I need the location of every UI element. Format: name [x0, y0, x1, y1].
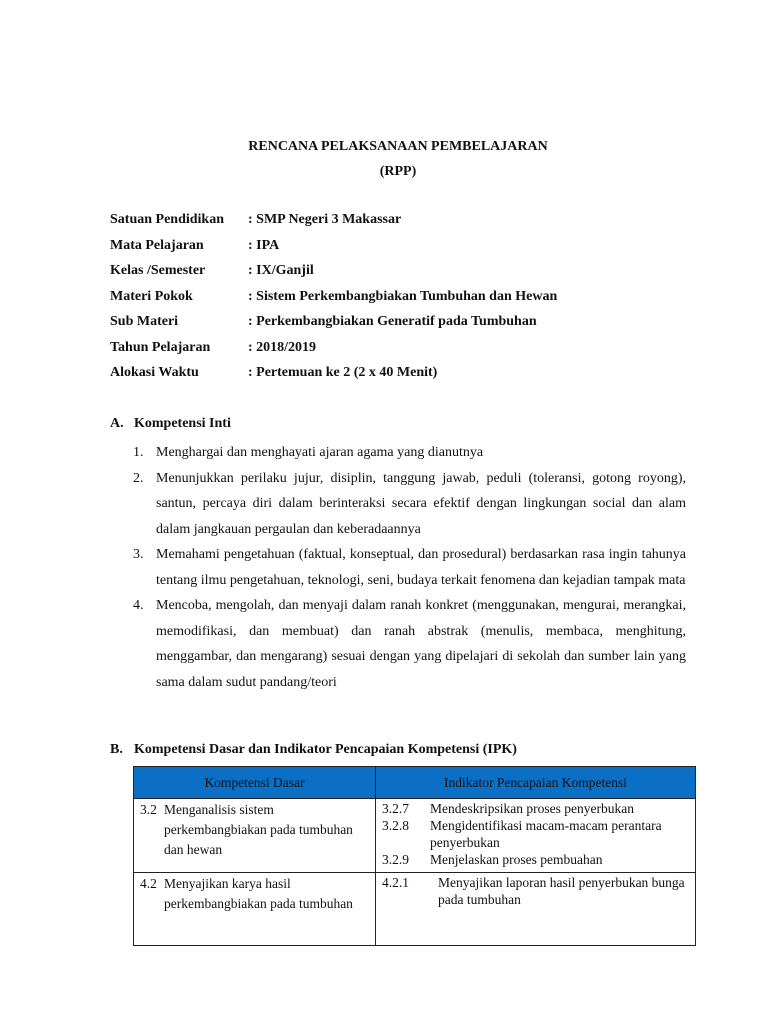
kd-text: Menganalisis sistem perkembangbiakan pada tumbuhan dan hewan: [164, 802, 353, 857]
table-row: [134, 873, 696, 946]
document-subtitle: (RPP): [379, 164, 417, 179]
section-a-heading: [110, 416, 231, 432]
ipk-text: Menyajikan laporan hasil penyerbukan bunga pada tumbuhan: [438, 875, 685, 907]
table-header-kd: Kompetensi Dasar: [134, 767, 376, 799]
ipk-cell: [376, 873, 696, 946]
kd-ipk-table: [133, 766, 696, 946]
identity-label: Sub Materi: [110, 314, 179, 329]
list-text: Mencoba, mengolah, dan menyaji dalam ranah konkret (menggunakan, mengurai, merangkai, memodifikasi, dan membuat) dan ranah abstrak (menulis, membaca, menghitung, menggambar, dan mengarang) sesuai dengan yang dipelajari di sekolah dan sumber lain yang sama dalam sudut pandang/teori: [156, 598, 686, 690]
document-title: RENCANA PELAKSANAAN PEMBELAJARAN: [248, 139, 548, 154]
ipk-text: Mengidentifikasi macam-macam perantara penyerbukan: [430, 818, 662, 850]
identity-label: Satuan Pendidikan: [110, 212, 224, 227]
identity-value: : 2018/2019: [248, 339, 317, 355]
section-letter: B.: [110, 742, 123, 757]
identity-row-subject: [110, 238, 730, 264]
identity-label: Kelas /Semester: [110, 263, 206, 278]
identity-value: : Sistem Perkembangbiakan Tumbuhan dan Hewan: [248, 288, 558, 304]
kd-text: Menyajikan karya hasil perkembangbiakan pada tumbuhan: [164, 876, 353, 911]
identity-label: Tahun Pelajaran: [110, 339, 211, 355]
ipk-code: 4.2.1: [382, 875, 409, 890]
kd-cell: [134, 799, 376, 873]
list-number: 3.: [133, 547, 144, 562]
identity-label: Mata Pelajaran: [110, 237, 204, 253]
identity-row-subtopic: [110, 314, 730, 340]
ipk-cell: [376, 799, 696, 873]
ipk-text: Menjelaskan proses pembuahan: [430, 852, 603, 867]
kd-cell: [134, 873, 376, 946]
identity-row-school: [110, 212, 730, 238]
identity-value: : Pertemuan ke 2 (2 x 40 Menit): [248, 365, 438, 380]
table-row: [134, 799, 696, 873]
table-header-ipk: Indikator Pencapaian Kompetensi: [376, 767, 696, 799]
section-letter: A.: [110, 416, 124, 431]
list-number: 2.: [133, 470, 144, 486]
list-item: [133, 593, 686, 695]
list-item: [133, 542, 686, 593]
list-text: Memahami pengetahuan (faktual, konseptual, dan prosedural) berdasarkan rasa ingin tahunya tentang ilmu pengetahuan, teknologi, seni, budaya terkait fenomena dan kejadian tampak mata: [156, 547, 686, 588]
ipk-code: 3.2.7: [382, 801, 409, 816]
identity-value: : IPA: [248, 237, 280, 253]
list-number: 4.: [133, 598, 144, 613]
kompetensi-inti-list: [133, 440, 686, 695]
ipk-item: [382, 800, 689, 817]
identity-row-time: [110, 365, 730, 391]
identity-row-year: [110, 340, 730, 366]
ipk-code: 3.2.9: [382, 852, 409, 867]
section-title: Kompetensi Inti: [134, 416, 231, 431]
list-item: [133, 466, 686, 543]
table-header-row: [134, 767, 696, 799]
section-b-heading: [110, 742, 517, 758]
ipk-item: [382, 817, 689, 851]
identity-value: : Perkembangbiakan Generatif pada Tumbuhan: [248, 314, 537, 329]
identity-row-topic: [110, 289, 730, 315]
ipk-item: [382, 874, 689, 908]
identity-block: [110, 212, 730, 391]
list-text: Menunjukkan perilaku jujur, disiplin, tanggung jawab, peduli (toleransi, gotong royong), santun, percaya diri dalam berinteraksi secara efektif dengan lingkungan social dan alam dalam jangkauan pergaulan dan keberadaannya: [156, 470, 686, 537]
identity-value: : IX/Ganjil: [248, 263, 314, 278]
identity-label: Alokasi Waktu: [110, 365, 199, 380]
kd-code: 3.2: [140, 802, 157, 817]
ipk-item: [382, 851, 689, 868]
list-number: 1.: [133, 445, 144, 460]
identity-row-class: [110, 263, 730, 289]
kd-code: 4.2: [140, 876, 157, 891]
list-text: Menghargai dan menghayati ajaran agama yang dianutnya: [156, 445, 484, 460]
ipk-code: 3.2.8: [382, 818, 409, 833]
list-item: [133, 440, 686, 466]
ipk-text: Mendeskripsikan proses penyerbukan: [430, 801, 634, 816]
section-title: Kompetensi Dasar dan Indikator Pencapaian Kompetensi (IPK): [134, 742, 517, 757]
identity-value: : SMP Negeri 3 Makassar: [248, 212, 402, 227]
identity-label: Materi Pokok: [110, 288, 193, 304]
